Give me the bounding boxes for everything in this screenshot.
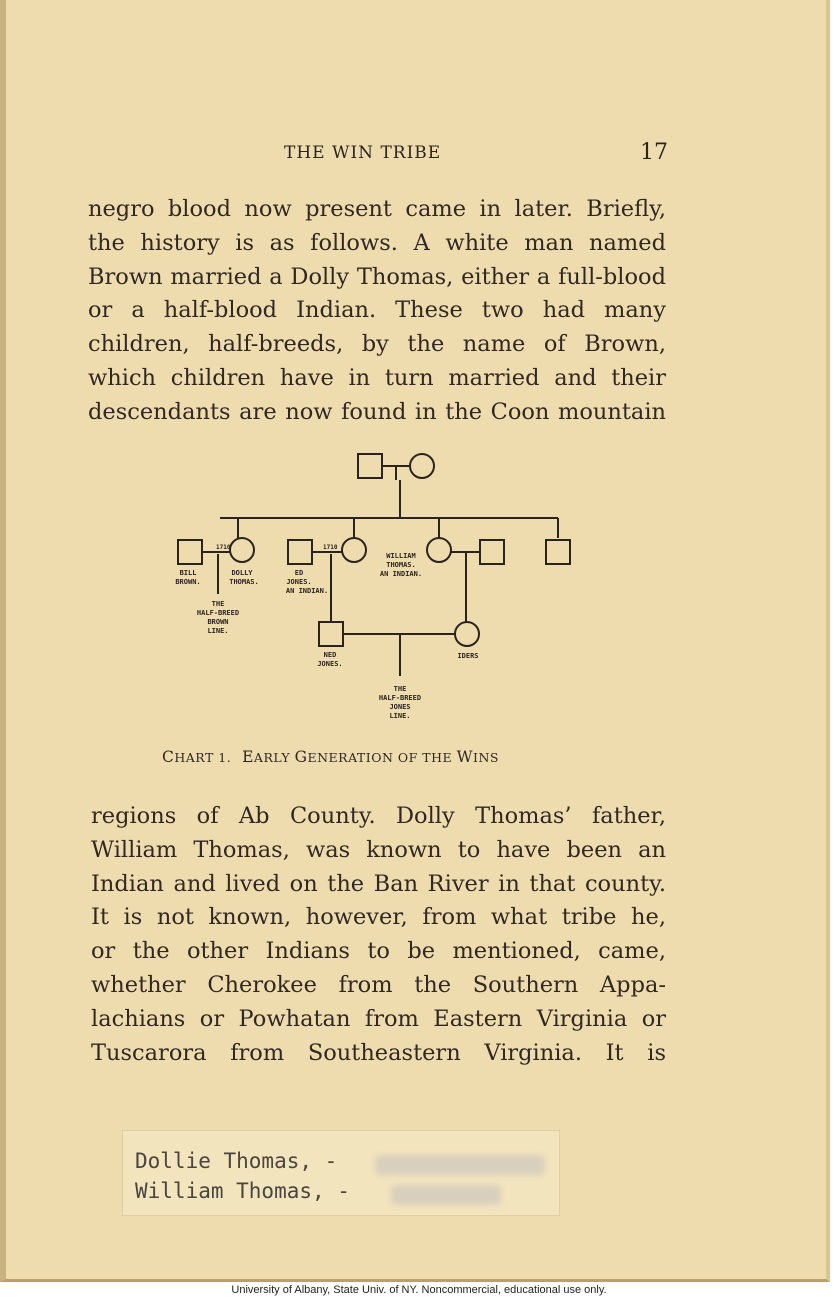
text-line: Indian and lived on the Ban River in that county. [91, 870, 666, 897]
svg-text:1710 [323, 544, 338, 551]
text-line: or a half-blood Indian. These two had many [88, 297, 666, 324]
text-line: Brown married a Dolly Thomas, either a full-blood [88, 263, 666, 290]
svg-text:THE [394, 685, 407, 693]
caption-part: INS [473, 750, 499, 765]
text-line: negro blood now present came in later. Briefly, [88, 196, 666, 222]
svg-text:THOMAS. [229, 578, 259, 586]
text-line: lachians or Powhatan from Eastern Virginia or [91, 1005, 666, 1032]
caption-part: W [456, 748, 474, 766]
pedigree-chart [160, 444, 600, 744]
figure-label: WILLIAM [386, 552, 416, 560]
redacted-text [375, 1155, 545, 1175]
ned-jones-square [319, 622, 343, 646]
paragraph-1 [88, 193, 666, 430]
figure-label: THOMAS. [229, 578, 259, 586]
footer-note: University of Albany, State Univ. of NY. Noncommercial, educational use only. [231, 1284, 607, 1296]
typed-line-1: Dollie Thomas, - [135, 1149, 338, 1173]
text-line: William Thomas, was known to have been an [91, 836, 666, 863]
ed-jones-square [288, 540, 312, 564]
figure-label: HALF-BREED [378, 694, 422, 702]
text-line: which children have in turn married and their [88, 364, 666, 391]
svg-text:DOLLY [231, 569, 253, 577]
figure-label: THOMAS. [386, 561, 416, 569]
sister-circle [427, 538, 451, 562]
figure-label: JONES [389, 703, 411, 711]
figure-label: BROWN [207, 618, 229, 626]
figure-label: BROWN. [175, 578, 201, 586]
text-line: regions of Ab County. Dolly Thomas’ father, [91, 803, 666, 829]
figure-label: THE [211, 600, 225, 608]
caption-lead: C [162, 748, 175, 766]
svg-text:WILLIAM [386, 552, 416, 560]
svg-text:IDERS [457, 652, 478, 660]
svg-text:BROWN. [175, 578, 200, 586]
svg-text:THOMAS. [386, 561, 416, 569]
svg-text:JONES. [286, 578, 311, 586]
figure-label: LINE. [207, 627, 229, 635]
svg-text:HALF-BREED [379, 694, 421, 702]
svg-text:HALF-BREED [197, 609, 239, 617]
svg-text:BILL [180, 569, 197, 577]
caption-lead-rest: HART 1. [174, 750, 232, 765]
figure-caption [162, 748, 499, 766]
figure-label: JONES. [317, 660, 343, 668]
iders-circle [455, 622, 479, 646]
figure-label: HALF-BREED [196, 609, 240, 617]
text-line: Tuscarora from Southeastern Virginia. It is [91, 1039, 666, 1066]
wife-circle [410, 454, 434, 478]
svg-text:LINE. [207, 627, 228, 635]
figure-label: BILL [179, 569, 197, 577]
redacted-text [391, 1185, 501, 1205]
svg-text:NED [324, 651, 337, 659]
figure-label: ED [294, 569, 304, 577]
caption-part: E [242, 748, 254, 766]
paragraph-2 [91, 800, 666, 1070]
caption-part: G [294, 748, 308, 766]
figure-label: 1710 [216, 544, 231, 551]
brother-square [546, 540, 570, 564]
figure-label: NED [323, 651, 337, 659]
svg-text:JONES [389, 703, 410, 711]
svg-text:1710 [216, 544, 231, 551]
typed-line-2: William Thomas, - [135, 1179, 350, 1203]
svg-text:BROWN [207, 618, 228, 626]
dolly-thomas-circle [230, 538, 254, 562]
figure-label: AN INDIAN. [379, 570, 423, 578]
page-number: 17 [640, 140, 668, 165]
figure-label: JONES. [286, 578, 312, 586]
svg-text:AN INDIAN. [380, 570, 422, 578]
figure-label: AN INDIAN. [285, 587, 329, 595]
svg-text:AN INDIAN. [286, 587, 328, 595]
husband-square [480, 540, 504, 564]
caption-part: ARLY [253, 750, 295, 765]
svg-text:THE [212, 600, 225, 608]
figure-label: DOLLY [231, 569, 253, 577]
svg-text:JONES. [317, 660, 342, 668]
jones-wife-circle [342, 538, 366, 562]
text-line: It is not known, however, from what tribe he, [91, 904, 666, 931]
figure-label: LINE. [389, 712, 411, 720]
typed-annotation [122, 1130, 560, 1216]
william-thomas-square [358, 454, 382, 478]
figure-label: THE [393, 685, 407, 693]
text-line: descendants are now found in the Coon mountain [88, 398, 666, 425]
svg-text:LINE. [389, 712, 410, 720]
text-line: the history is as follows. A white man named [88, 229, 666, 256]
text-line: children, half-breeds, by the name of Brown, [88, 331, 666, 358]
svg-text:ED [295, 569, 303, 577]
text-line: whether Cherokee from the Southern Appa- [91, 971, 666, 998]
bill-brown-square [178, 540, 202, 564]
text-line: or the other Indians to be mentioned, came, [91, 938, 666, 965]
figure-label: 1710 [323, 544, 338, 551]
running-head-title: THE WIN TRIBE [284, 143, 442, 163]
figure-label: IDERS [457, 652, 479, 660]
caption-part: ENERATION OF THE [307, 750, 457, 765]
